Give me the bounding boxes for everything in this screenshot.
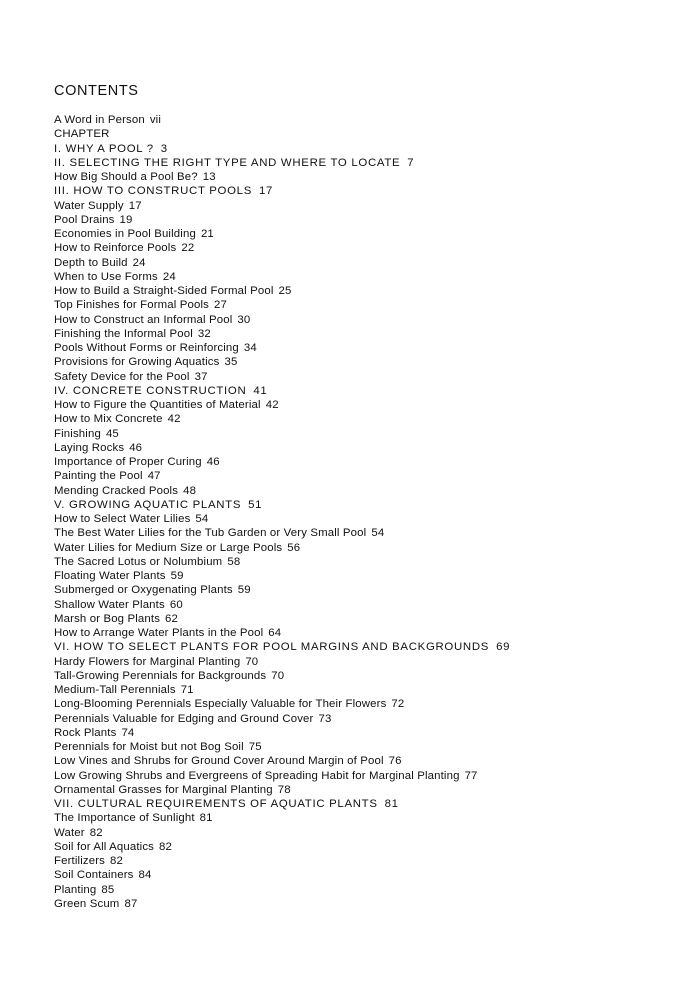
toc-entry-page: 77 (464, 769, 478, 782)
toc-entry-title: V. GROWING AQUATIC PLANTS (54, 498, 242, 511)
toc-entry-title: Rock Plants (54, 726, 117, 739)
toc-entry-title: Low Growing Shrubs and Evergreens of Spreading Habit for Marginal Planting (54, 769, 460, 782)
toc-entry-page: 47 (147, 470, 161, 483)
toc-entry-page: 56 (287, 541, 301, 554)
toc-entry-title: Floating Water Plants (54, 570, 166, 582)
toc-entry (54, 284, 674, 298)
toc-entry (54, 455, 674, 469)
toc-entry-page: 35 (224, 356, 238, 369)
toc-entry (54, 883, 674, 897)
toc-entry-title: Depth to Build (54, 256, 128, 269)
toc-chapter-entry (54, 640, 674, 654)
toc-entry (54, 327, 674, 341)
toc-entry-page: 3 (160, 142, 168, 155)
toc-entry-page: 7 (407, 156, 415, 169)
toc-entry (54, 341, 674, 355)
toc-entry-page: 17 (259, 185, 274, 198)
toc-entry (54, 783, 674, 797)
toc-entry-title: The Sacred Lotus or Nolumbium (54, 555, 223, 568)
toc-entry (54, 298, 674, 312)
toc-entry-title: Shallow Water Plants (54, 598, 165, 611)
toc-entry-page: 30 (237, 313, 251, 326)
toc-entry (54, 170, 674, 184)
toc-entry-title: Hardy Flowers for Marginal Planting (54, 655, 241, 668)
toc-chapter-entry (54, 384, 674, 398)
toc-entry-title: VI. HOW TO SELECT PLANTS FOR POOL MARGINS AND BACKGROUNDS (54, 641, 490, 654)
toc-entry (54, 726, 674, 740)
toc-entry-page: 54 (195, 513, 209, 525)
toc-entry-title: How to Figure the Quantities of Material (54, 399, 261, 411)
toc-entry-page: 13 (202, 171, 216, 183)
toc-entry-title: Planting (54, 883, 97, 896)
toc-entry-page: 24 (132, 256, 146, 269)
toc-entry-page: 51 (248, 498, 263, 511)
toc-entry (54, 569, 674, 583)
toc-entry-page: 24 (162, 270, 176, 283)
toc-entry-title: How to Construct an Informal Pool (54, 313, 233, 326)
toc-entry-page: 82 (110, 855, 123, 867)
toc-entry (54, 868, 674, 882)
toc-entry-page: 72 (391, 698, 405, 711)
toc-entry-title: Water Lilies for Medium Size or Large Pools (54, 541, 283, 554)
toc-entry (54, 398, 674, 412)
toc-entry-title: Ornamental Grasses for Marginal Planting (54, 783, 273, 796)
toc-entry-page: 60 (169, 598, 183, 611)
toc-entry-page: 46 (129, 441, 143, 454)
toc-entry (54, 469, 674, 483)
toc-entry-title: Finishing (54, 427, 101, 440)
toc-entry-title: III. HOW TO CONSTRUCT POOLS (54, 185, 253, 198)
toc-entry-title: Perennials for Moist but not Bog Soil (54, 741, 244, 753)
toc-entry-title: Safety Device for the Pool (54, 370, 190, 383)
toc-entry (54, 897, 674, 911)
toc-chapter-label (54, 127, 674, 141)
toc-entry-page: 76 (388, 755, 402, 768)
toc-entry-title: Top Finishes for Formal Pools (54, 299, 210, 312)
toc-entry (54, 555, 674, 569)
toc-entry (54, 697, 674, 711)
toc-entry-title: How to Select Water Lilies (54, 513, 191, 525)
toc-entry-title: Tall-Growing Perennials for Backgrounds (54, 669, 267, 682)
toc-chapter-entry (54, 797, 674, 811)
toc-entry-title: Water Supply (54, 199, 124, 212)
toc-entry-title: Water (54, 826, 85, 839)
toc-entry-page: 75 (248, 741, 262, 753)
toc-entry-title: Mending Cracked Pools (54, 484, 179, 497)
toc-entry-page: 22 (181, 242, 195, 255)
toc-entry-page: 41 (253, 384, 268, 397)
toc-entry (54, 655, 674, 669)
toc-entry-page: 42 (167, 413, 181, 426)
toc-entry-page: 48 (183, 484, 197, 497)
toc-entry-title: I. WHY A POOL ? (54, 142, 154, 155)
toc-entry (54, 740, 674, 754)
toc-entry (54, 669, 674, 683)
toc-entry (54, 598, 674, 612)
toc-entry (54, 213, 674, 227)
toc-entry-title: Medium-Tall Perennials (54, 684, 176, 696)
toc-entry-title: Soil Containers (54, 869, 134, 882)
toc-entry-page: 62 (165, 612, 179, 625)
toc-entry-page: vii (149, 114, 162, 126)
toc-entry (54, 683, 674, 697)
toc-entry (54, 355, 674, 369)
toc-entry-page: 42 (265, 399, 279, 411)
toc-entry-page: 27 (214, 299, 227, 312)
toc-entry-page: 71 (180, 684, 194, 696)
toc-entry-page: 70 (245, 655, 259, 668)
toc-entry-title: Soil for All Aquatics (54, 840, 155, 853)
toc-entry-title: The Importance of Sunlight (54, 812, 195, 825)
toc-entry-title: Perennials Valuable for Edging and Ground Cover (54, 712, 314, 725)
toc-entry-title: Pools Without Forms or Reinforcing (54, 342, 239, 354)
toc-entry (54, 769, 674, 783)
toc-entry-page: 32 (197, 327, 211, 340)
toc-entry (54, 427, 674, 441)
toc-entry-title: A Word in Person (54, 114, 145, 126)
toc-chapter-entry (54, 142, 674, 156)
toc-entry (54, 484, 674, 498)
toc-entry-title: The Best Water Lilies for the Tub Garden or Very Small Pool (54, 527, 367, 540)
toc-entry-page: 17 (128, 199, 142, 212)
toc-entry-page: 34 (243, 342, 257, 354)
toc-entry-page: 87 (124, 897, 138, 910)
toc-entry-page: 81 (199, 812, 213, 825)
toc-entry-title: VII. CULTURAL REQUIREMENTS OF AQUATIC PLANTS (54, 798, 378, 810)
toc-entry-page: 78 (277, 783, 291, 796)
toc-entry-page: 85 (101, 883, 115, 896)
toc-entry-page: 84 (138, 869, 152, 882)
toc-entry-page: 64 (268, 627, 282, 639)
toc-entry-page: 58 (227, 555, 241, 568)
toc-entry-title: How Big Should a Pool Be? (54, 171, 198, 183)
toc-entry-title: Laying Rocks (54, 441, 125, 454)
toc-entry-title: Long-Blooming Perennials Especially Valuable for Their Flowers (54, 698, 387, 711)
toc-entry-title: Importance of Proper Curing (54, 456, 202, 468)
toc-entry (54, 256, 674, 270)
toc-entry-page: 73 (318, 712, 332, 725)
toc-entry-title: How to Build a Straight-Sided Formal Pool (54, 285, 274, 297)
page-title: CONTENTS (54, 83, 139, 99)
toc-entry-title: II. SELECTING THE RIGHT TYPE AND WHERE TO LOCATE (54, 156, 401, 169)
toc-entry-title: How to Reinforce Pools (54, 242, 177, 255)
toc-entry-title: Submerged or Oxygenating Plants (54, 584, 233, 597)
toc-chapter-entry (54, 184, 674, 198)
toc-entry-page: 81 (384, 798, 399, 810)
toc-entry (54, 199, 674, 213)
toc-entry (54, 712, 674, 726)
toc-entry-title: Finishing the Informal Pool (54, 327, 193, 340)
toc-entry-page: 82 (89, 826, 103, 839)
toc-entry (54, 313, 674, 327)
toc-entry-title: How to Mix Concrete (54, 413, 163, 426)
toc-entry-page: 25 (278, 285, 292, 297)
toc-entry-page: 82 (159, 840, 173, 853)
toc-entry-page: 54 (371, 527, 385, 540)
toc-entry-title: When to Use Forms (54, 270, 158, 283)
toc-entry (54, 412, 674, 426)
toc-entry (54, 241, 674, 255)
toc-entry-title: Provisions for Growing Aquatics (54, 356, 220, 369)
toc-entry-title: IV. CONCRETE CONSTRUCTION (54, 384, 247, 397)
toc-entry-title: Fertilizers (54, 855, 106, 867)
contents-page (54, 82, 674, 911)
toc-entry-title: Pool Drains (54, 213, 115, 226)
toc-entry-title: Economies in Pool Building (54, 228, 196, 240)
toc-entry-title: Painting the Pool (54, 470, 143, 483)
toc-entry-page: 19 (119, 213, 133, 226)
toc-entry (54, 512, 674, 526)
toc-entry (54, 227, 674, 241)
toc-entry (54, 811, 674, 825)
toc-entry-page: 21 (200, 228, 214, 240)
toc-entry-page: 59 (237, 584, 251, 597)
toc-entry (54, 840, 674, 854)
toc-entry-page: 46 (206, 456, 220, 468)
toc-entry (54, 754, 674, 768)
toc-entry-title: Marsh or Bog Plants (54, 612, 161, 625)
toc-list (54, 113, 674, 911)
toc-chapter-entry (54, 156, 674, 170)
toc-entry (54, 441, 674, 455)
toc-entry-title: CHAPTER (54, 128, 110, 141)
toc-entry (54, 826, 674, 840)
toc-entry (54, 541, 674, 555)
toc-entry-page: 74 (121, 726, 135, 739)
toc-entry-title: Low Vines and Shrubs for Ground Cover Around Margin of Pool (54, 755, 384, 768)
toc-entry-title: How to Arrange Water Plants in the Pool (54, 627, 264, 639)
toc-entry (54, 612, 674, 626)
toc-entry (54, 370, 674, 384)
toc-entry-title: Green Scum (54, 897, 120, 910)
toc-entry (54, 113, 674, 127)
toc-entry (54, 854, 674, 868)
toc-entry (54, 526, 674, 540)
toc-entry-page: 70 (271, 669, 285, 682)
toc-entry (54, 270, 674, 284)
toc-entry (54, 626, 674, 640)
toc-entry (54, 583, 674, 597)
toc-entry-page: 69 (496, 641, 511, 654)
toc-entry-page: 45 (105, 427, 119, 440)
toc-entry-page: 59 (170, 570, 184, 582)
toc-chapter-entry (54, 498, 674, 512)
toc-entry-page: 37 (194, 370, 208, 383)
